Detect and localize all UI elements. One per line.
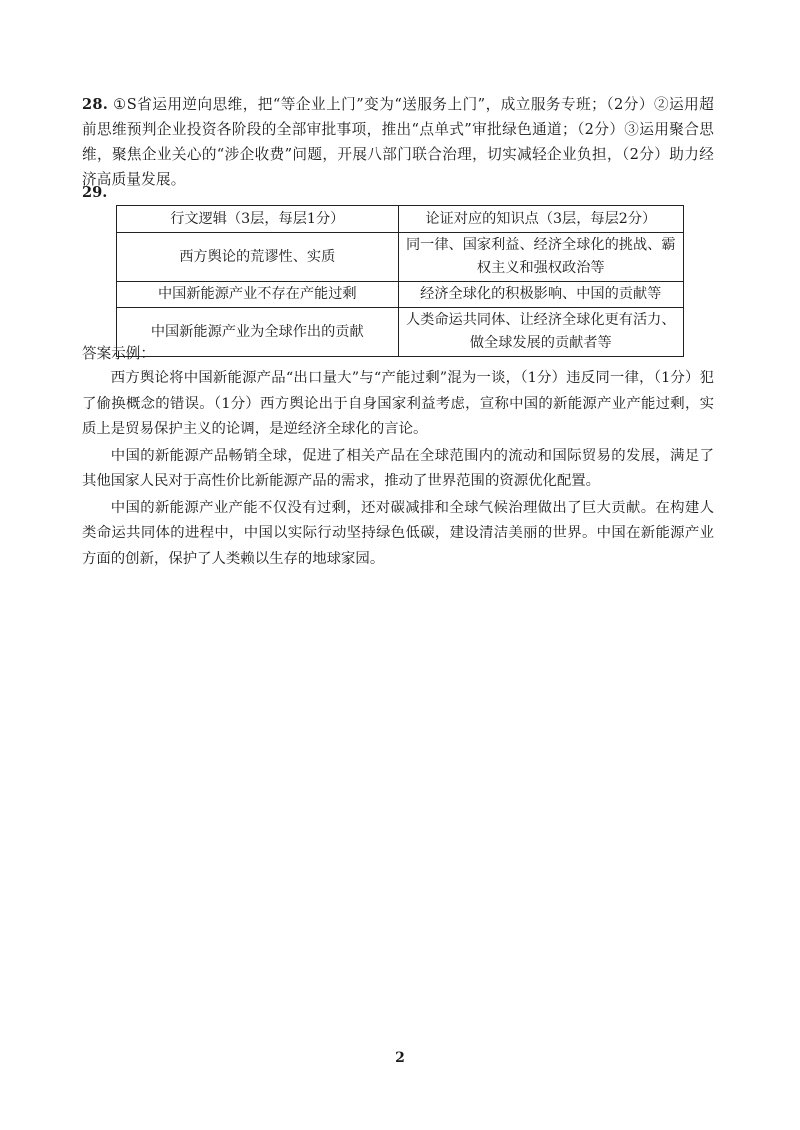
table-cell-knowledge: 同一律、国家利益、经济全球化的挑战、霸权主义和强权政治等 xyxy=(398,233,683,282)
answer-paragraph: 西方舆论将中国新能源产品“出口量大”与“产能过剩”混为一谈，（1分）违反同一律，（1分）犯了偷换概念的错误。（1分）西方舆论出于自身国家利益考虑，宣称中国的新能源产业产能过剩，实质上是贸易保护主义的论调，是逆经济全球化的言论。 xyxy=(82,370,714,437)
scoring-table xyxy=(116,205,684,357)
question-28 xyxy=(82,92,714,192)
table-header-knowledge: 论证对应的知识点（3层，每层2分） xyxy=(398,206,683,233)
answer-example-body xyxy=(82,366,714,573)
table-cell-knowledge: 人类命运共同体、让经济全球化更有活力、做全球发展的贡献者等 xyxy=(398,308,683,357)
table-cell-logic: 中国新能源产业为全球作出的贡献 xyxy=(117,308,399,357)
page-number: 2 xyxy=(395,1050,405,1066)
table-row xyxy=(117,282,684,308)
table-cell-logic: 中国新能源产业不存在产能过剩 xyxy=(117,282,399,308)
table-cell-knowledge: 经济全球化的积极影响、中国的贡献等 xyxy=(398,282,683,308)
table-cell-logic: 西方舆论的荒谬性、实质 xyxy=(117,233,399,282)
table-header-row xyxy=(117,206,684,233)
question-28-answer-text: ①S省运用逆向思维，把“等企业上门”变为“送服务上门”，成立服务专班；（2分）②运用超前思维预判企业投资各阶段的全部审批事项，推出“点单式”审批绿色通道；（2分）③运用聚合思维，聚焦企业关心的“涉企收费”问题，开展八部门联合治理，切实减轻企业负担，（2分）助力经济高质量发展。 xyxy=(82,96,714,188)
table-row xyxy=(117,308,684,357)
question-29-number: 29. xyxy=(82,184,108,201)
answer-example-label: 答案示例： xyxy=(82,345,155,362)
question-28-number: 28. xyxy=(82,96,108,113)
answer-paragraph: 中国的新能源产业产能不仅没有过剩，还对碳减排和全球气候治理做出了巨大贡献。在构建人类命运共同体的进程中，中国以实际行动坚持绿色低碳，建设清洁美丽的世界。中国在新能源产业方面的创新，保护了人类赖以生存的地球家园。 xyxy=(82,499,714,567)
table-row xyxy=(117,233,684,282)
table-header-logic: 行文逻辑（3层，每层1分） xyxy=(117,206,399,233)
answer-paragraph: 中国的新能源产品畅销全球，促进了相关产品在全球范围内的流动和国际贸易的发展，满足了其他国家人民对于高性价比新能源产品的需求，推动了世界范围的资源优化配置。 xyxy=(82,447,714,489)
